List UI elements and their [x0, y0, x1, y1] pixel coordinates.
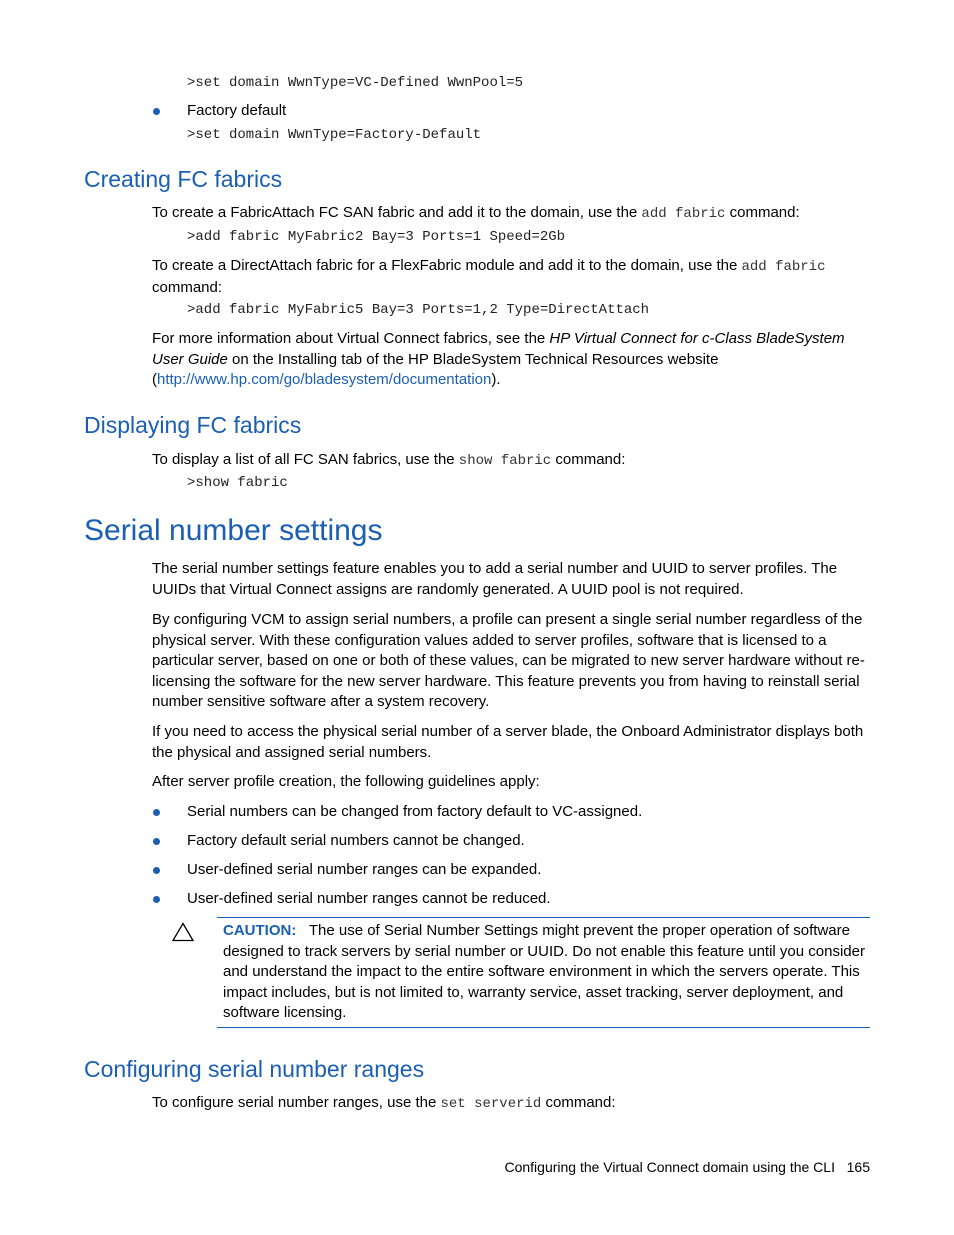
inline-code: show fabric [458, 453, 552, 469]
warning-triangle-icon [172, 922, 194, 942]
bullet-icon [153, 867, 160, 874]
inline-code: set serverid [440, 1096, 542, 1112]
paragraph-text: command: [551, 451, 626, 468]
paragraph [152, 1093, 872, 1115]
paragraph-text: command: [725, 204, 800, 221]
paragraph: If you need to access the physical serial number of a server blade, the Onboard Administrator displays both the physical and assigned serial numbers. [152, 723, 864, 761]
bullet-icon [153, 809, 160, 816]
paragraph-text: command: [152, 278, 223, 296]
caution-body [223, 921, 868, 1024]
paragraph-text: To display a list of all FC SAN fabrics, use the [152, 451, 459, 468]
paragraph [152, 450, 872, 472]
code-line: >add fabric MyFabric5 Bay=3 Ports=1,2 Type=DirectAttach [187, 302, 650, 318]
page-title: Serial number settings [84, 514, 383, 547]
section-heading: Displaying FC fabrics [84, 412, 302, 438]
paragraph-text: on the Installing tab of the HP BladeSystem Technical Resources website ( [152, 350, 719, 388]
list-item-text: User-defined serial number ranges cannot be reduced. [187, 890, 551, 907]
paragraph: After server profile creation, the following guidelines apply: [152, 773, 540, 790]
bullet-icon [153, 108, 160, 115]
list-item-text: Factory default [187, 102, 287, 119]
paragraph: By configuring VCM to assign serial numbers, a profile can present a single serial number regardless of the physical server. With these configuration values added to server profiles, software that is licensed to a particular server, based on one or both of these values, can be migrated to new server hardware without re-licensing the software for the new server hardware. This feature prevents you from having to reinstall serial number sensitive software after a system recovery. [152, 611, 865, 710]
code-line: >set domain WwnType=VC-Defined WwnPool=5 [187, 75, 524, 91]
caution-note [217, 917, 870, 1028]
code-line: >set domain WwnType=Factory-Default [187, 127, 482, 143]
list-item-text: Serial numbers can be changed from factory default to VC-assigned. [187, 803, 643, 820]
code-line: >show fabric [187, 475, 288, 491]
paragraph: The serial number settings feature enables you to add a serial number and UUID to server profiles. The UUIDs that Virtual Connect assigns are randomly generated. A UUID pool is not required. [152, 560, 838, 598]
paragraph [152, 329, 872, 391]
paragraph-text: command: [541, 1094, 616, 1111]
code-line: >add fabric MyFabric2 Bay=3 Ports=1 Speed=2Gb [187, 229, 566, 245]
list-item-text: User-defined serial number ranges can be expanded. [187, 861, 542, 878]
documentation-link[interactable]: http://www.hp.com/go/bladesystem/documentation [157, 371, 492, 388]
doc-title: HP Virtual Connect for c-Class BladeSystem User Guide [152, 330, 845, 368]
list-item-text: Factory default serial numbers cannot be changed. [187, 832, 525, 849]
bullet-icon [153, 896, 160, 903]
paragraph-text: For more information about Virtual Connect fabrics, see the [152, 330, 550, 347]
section-heading: Creating FC fabrics [84, 166, 283, 192]
paragraph [152, 203, 872, 225]
paragraph-text: ). [491, 371, 501, 388]
caution-label: CAUTION: [223, 922, 297, 939]
paragraph-text: To create a DirectAttach fabric for a FlexFabric module and add it to the domain, use the [152, 257, 742, 274]
bullet-icon [153, 838, 160, 845]
page-footer [504, 1158, 870, 1176]
paragraph-text: To configure serial number ranges, use the [152, 1094, 441, 1111]
inline-code: add fabric [741, 259, 826, 275]
section-heading: Configuring serial number ranges [84, 1056, 425, 1082]
paragraph [152, 256, 872, 298]
inline-code: add fabric [641, 206, 726, 222]
footer-text: Configuring the Virtual Connect domain using the CLI [504, 1159, 835, 1175]
caution-text: The use of Serial Number Settings might prevent the proper operation of software designed to track servers by serial number or UUID. Do not enable this feature until you consider and understand the impact to the entire software environment in which the servers operate. This impact includes, but is not limited to, warranty service, asset tracking, server deployment, and software licensing. [223, 922, 865, 1021]
page-number: 165 [846, 1159, 870, 1175]
paragraph-text: To create a FabricAttach FC SAN fabric and add it to the domain, use the [152, 204, 642, 221]
